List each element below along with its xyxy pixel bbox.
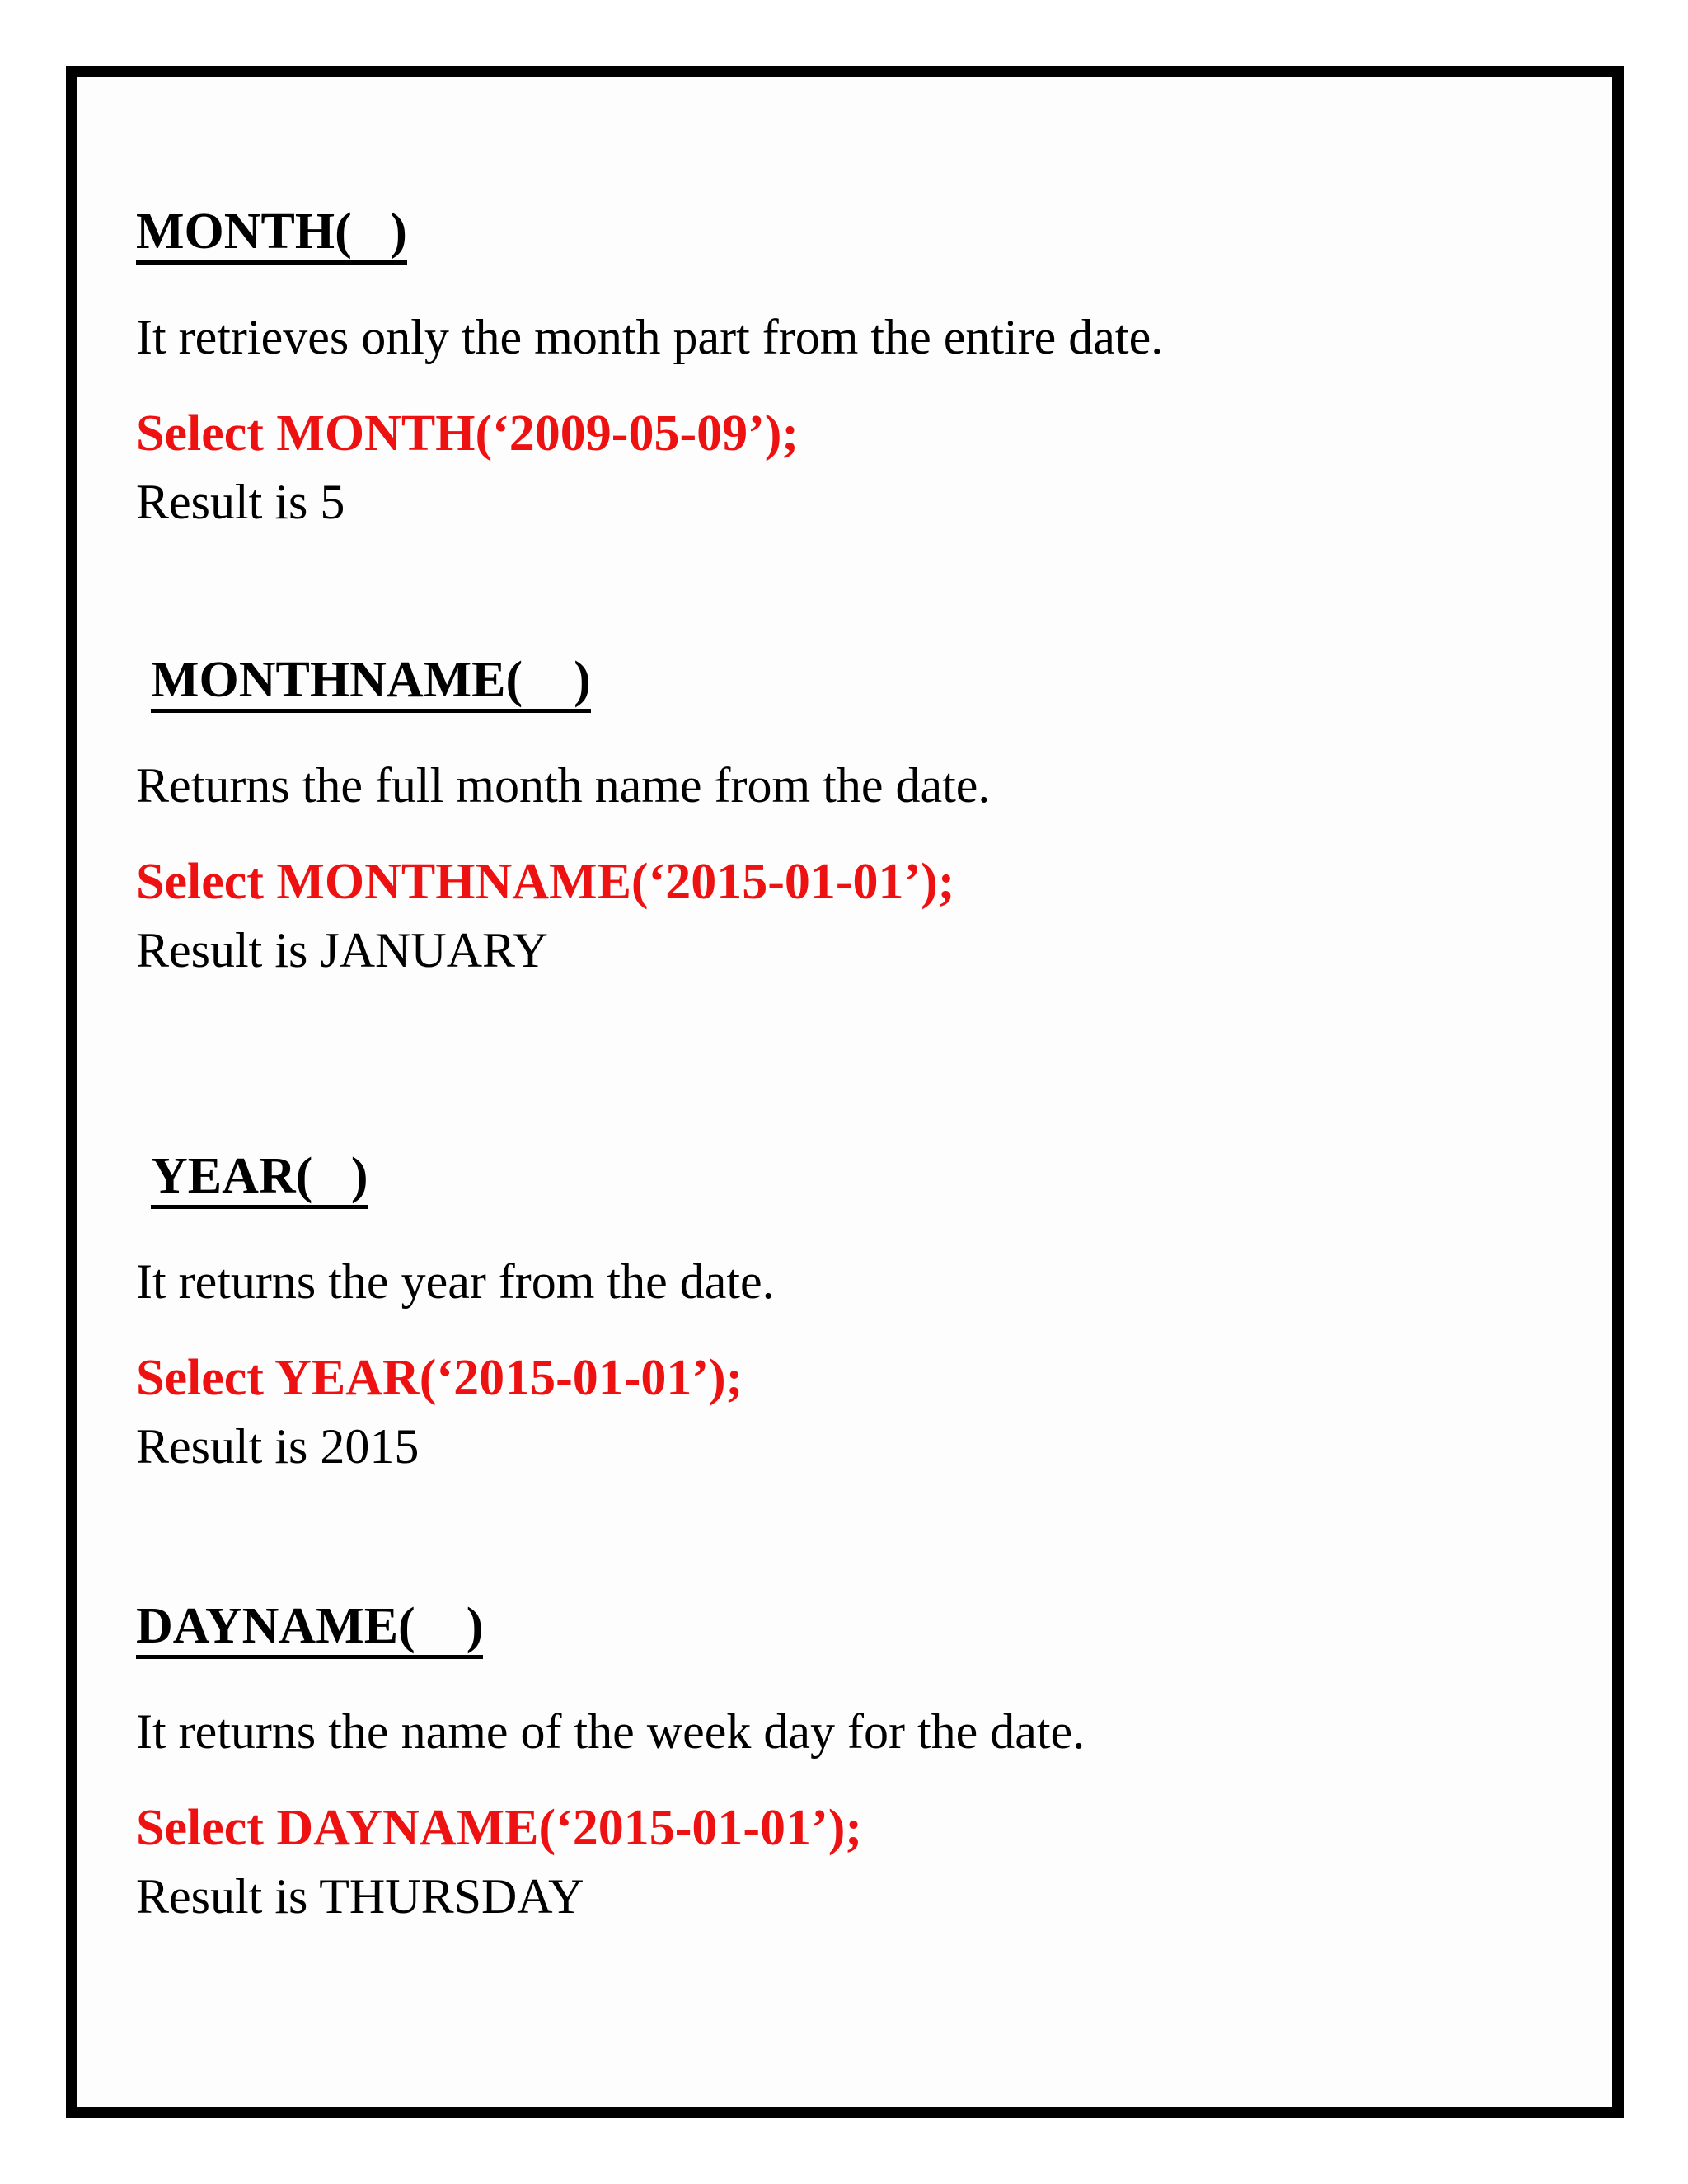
sql-query: Select DAYNAME(‘2015-01-01’); — [136, 1800, 862, 1856]
section-month — [136, 206, 1537, 527]
section-monthname — [136, 654, 1537, 975]
section-heading: MONTHNAME( ) — [151, 654, 591, 713]
section-heading: MONTH( ) — [136, 206, 407, 265]
section-description: Returns the full month name from the date. — [136, 758, 991, 813]
section-dayname — [136, 1598, 1537, 1924]
query-result: Result is 2015 — [136, 1419, 420, 1474]
sql-query: Select MONTH(‘2009-05-09’); — [136, 405, 799, 462]
section-description: It returns the year from the date. — [136, 1254, 775, 1309]
section-heading: DAYNAME( ) — [136, 1601, 483, 1659]
section-heading: YEAR( ) — [151, 1151, 368, 1209]
query-result: Result is JANUARY — [136, 923, 549, 977]
section-description: It retrieves only the month part from the entire date. — [136, 310, 1164, 364]
section-year — [136, 1148, 1537, 1474]
sql-query: Select MONTHNAME(‘2015-01-01’); — [136, 854, 955, 910]
sql-query: Select YEAR(‘2015-01-01’); — [136, 1350, 743, 1406]
query-result: Result is 5 — [136, 475, 345, 529]
section-description: It returns the name of the week day for the date. — [136, 1704, 1085, 1759]
query-result: Result is THURSDAY — [136, 1869, 584, 1924]
